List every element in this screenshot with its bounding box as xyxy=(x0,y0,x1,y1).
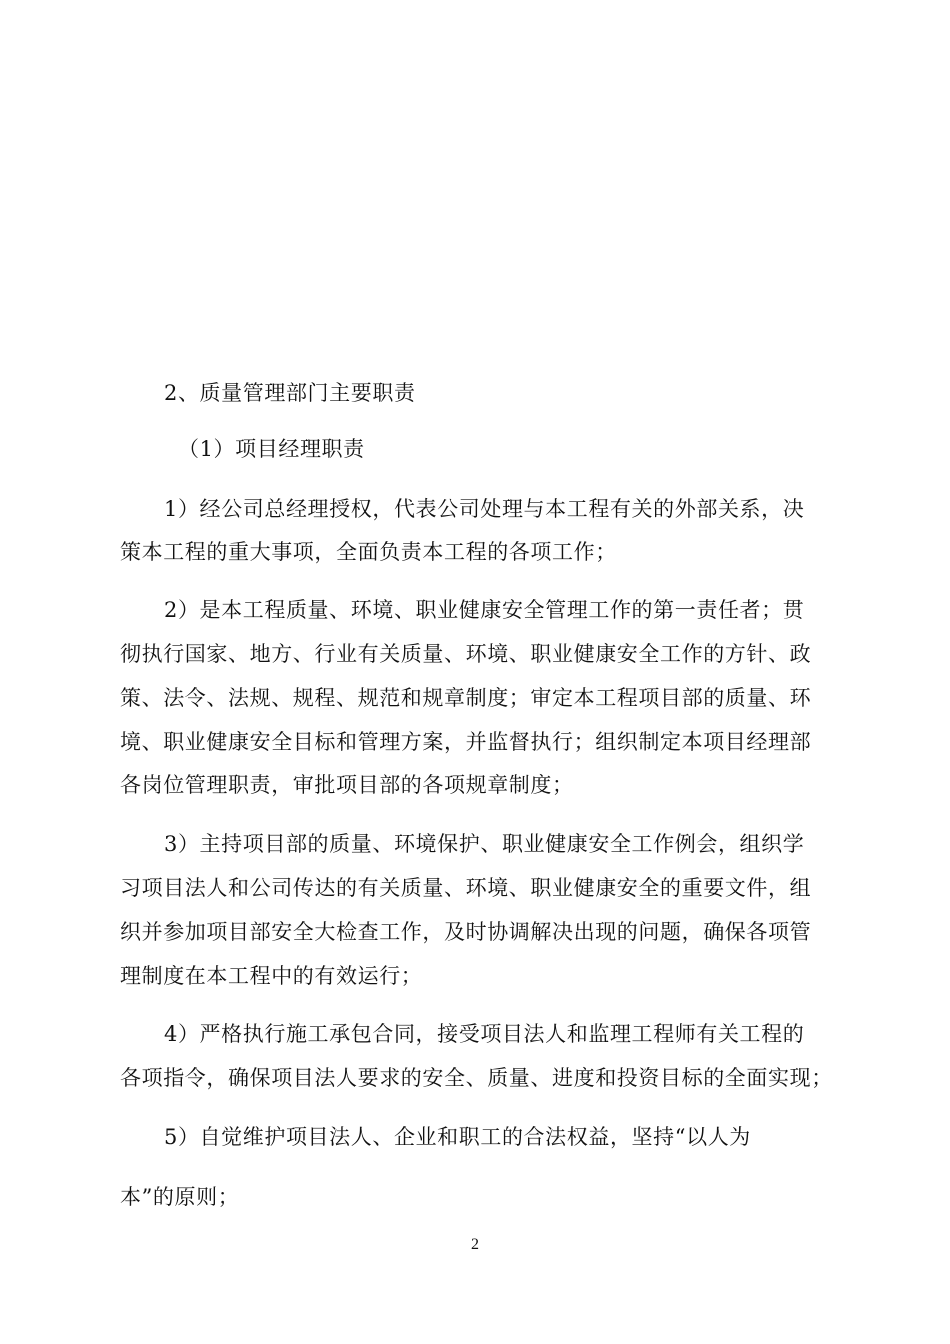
paragraph-line: 境、职业健康安全目标和管理方案，并监督执行；组织制定本项目经理部 xyxy=(120,730,812,754)
subsection-heading: （1）项目经理职责 xyxy=(178,437,365,461)
page-number: 2 xyxy=(471,1236,479,1253)
paragraph-line: 策、法令、法规、规程、规范和规章制度；审定本工程项目部的质量、环 xyxy=(120,686,812,710)
paragraph-line: 理制度在本工程中的有效运行； xyxy=(120,964,423,988)
paragraph-line: 策本工程的重大事项，全面负责本工程的各项工作； xyxy=(120,540,617,564)
paragraph-line: 5）自觉维护项目法人、企业和职工的合法权益，坚持“以人为 xyxy=(164,1125,751,1149)
paragraph-line: 4）严格执行施工承包合同，接受项目法人和监理工程师有关工程的 xyxy=(164,1022,805,1046)
paragraph-line: 1）经公司总经理授权，代表公司处理与本工程有关的外部关系，决 xyxy=(164,497,805,521)
section-heading: 2、质量管理部门主要职责 xyxy=(164,381,416,405)
paragraph-line: 各项指令，确保项目法人要求的安全、质量、进度和投资目标的全面实现； xyxy=(120,1066,833,1090)
paragraph-line: 2）是本工程质量、环境、职业健康安全管理工作的第一责任者；贯 xyxy=(164,598,805,622)
paragraph-line: 3）主持项目部的质量、环境保护、职业健康安全工作例会，组织学 xyxy=(164,832,805,856)
paragraph-line: 彻执行国家、地方、行业有关质量、环境、职业健康安全工作的方针、政 xyxy=(120,642,812,666)
paragraph-line: 本”的原则； xyxy=(120,1185,240,1209)
paragraph-line: 织并参加项目部安全大检查工作，及时协调解决出现的问题，确保各项管 xyxy=(120,920,812,944)
paragraph-line: 习项目法人和公司传达的有关质量、环境、职业健康安全的重要文件，组 xyxy=(120,876,812,900)
paragraph-line: 各岗位管理职责，审批项目部的各项规章制度； xyxy=(120,773,574,797)
